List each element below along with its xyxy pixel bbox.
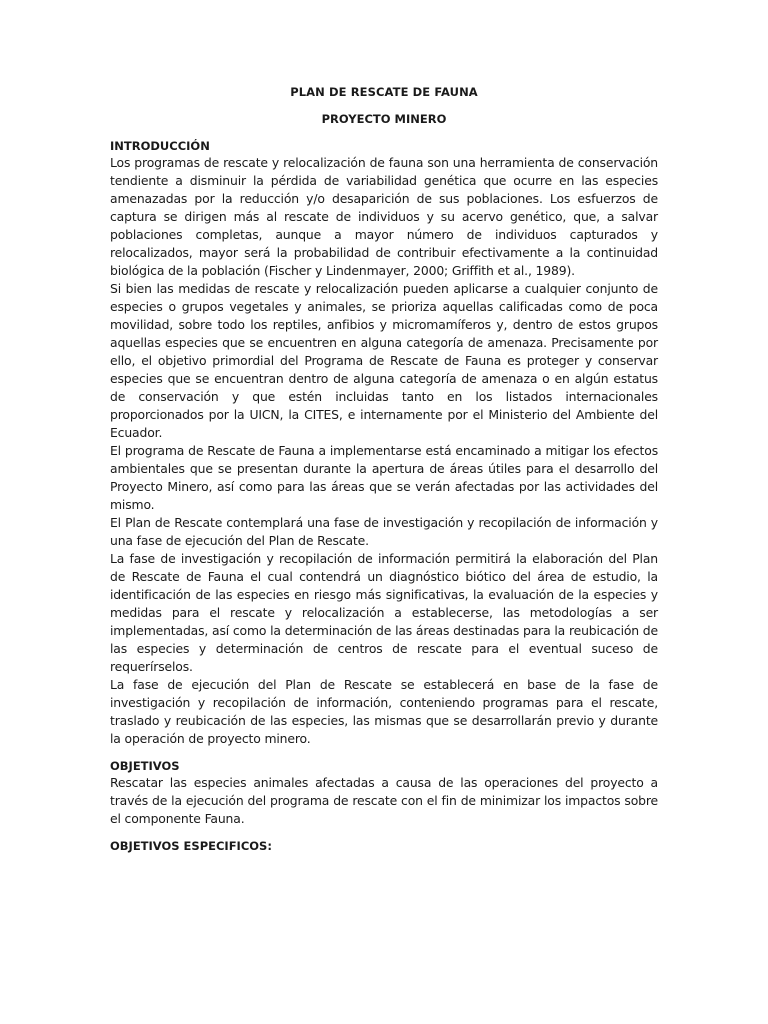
objectives-paragraph: Rescatar las especies animales afectadas a causa de las operaciones del proyecto a través de la ejecución del programa de rescate con el fin de minimizar los impactos sobre el componente Fauna. xyxy=(110,775,658,826)
paragraph-5: La fase de investigación y recopilación de información permitirá la elaboración del Plan de Rescate de Fauna el cual contendrá un diagnóstico biótico del área de estudio, la identificación de las especies en riesgo más significativas, la evaluación de la especies y medidas para el rescate y relocalización a establecerse, las metodologías a ser implementadas, así como la determinación de las áreas destinadas para la reubicación de las especies y determinación de centros de rescate para el eventual suceso de requerírselos. xyxy=(110,551,658,674)
paragraph-2: Si bien las medidas de rescate y relocalización pueden aplicarse a cualquier conjunto de especies o grupos vegetales y animales, se prioriza aquellas calificadas como de poca movilidad, sobre todo los reptiles, anfibios y micromamíferos y, dentro de estos grupos aquellas especies que se encuentren en alguna categoría de amenaza. Precisamente por ello, el objetivo primordial del Programa de Rescate de Fauna es proteger y conservar especies que se encuentran dentro de alguna categoría de amenaza o en algún estatus de conservación y que estén incluidas tanto en los listados internacionales proporcionados por la UICN, la CITES, e internamente por el Ministerio del Ambiente del Ecuador. xyxy=(110,281,658,440)
section-heading-objetivos: OBJETIVOS xyxy=(110,759,180,773)
document-subtitle: PROYECTO MINERO xyxy=(321,112,447,126)
paragraph-3: El programa de Rescate de Fauna a implementarse está encaminado a mitigar los efectos ambientales que se presentan durante la apertura de áreas útiles para el desarrollo del Proyecto Minero, así como para las áreas que se verán afectadas por las actividades del mismo. xyxy=(110,443,658,512)
document-title: PLAN DE RESCATE DE FAUNA xyxy=(290,85,478,99)
document-body xyxy=(110,84,658,854)
paragraph-4: El Plan de Rescate contemplará una fase de investigación y recopilación de información y una fase de ejecución del Plan de Rescate. xyxy=(110,515,658,548)
section-heading-objetivos-especificos: OBJETIVOS ESPECIFICOS: xyxy=(110,839,272,853)
section-heading-introduccion: INTRODUCCIÓN xyxy=(110,139,210,153)
paragraph-6: La fase de ejecución del Plan de Rescate se establecerá en base de la fase de investigación y recopilación de información, conteniendo programas para el rescate, traslado y reubicación de las especies, las mismas que se desarrollarán previo y durante la operación de proyecto minero. xyxy=(110,677,658,746)
paragraph-1: Los programas de rescate y relocalización de fauna son una herramienta de conservación tendiente a disminuir la pérdida de variabilidad genética que ocurre en las especies amenazadas por la reducción y/o desaparición de sus poblaciones. Los esfuerzos de captura se dirigen más al rescate de individuos y su acervo genético, que, a salvar poblaciones completas, aunque a mayor número de individuos capturados y relocalizados, mayor será la probabilidad de contribuir efectivamente a la continuidad biológica de la población (Fischer y Lindenmayer, 2000; Griffith et al., 1989). xyxy=(110,155,658,278)
